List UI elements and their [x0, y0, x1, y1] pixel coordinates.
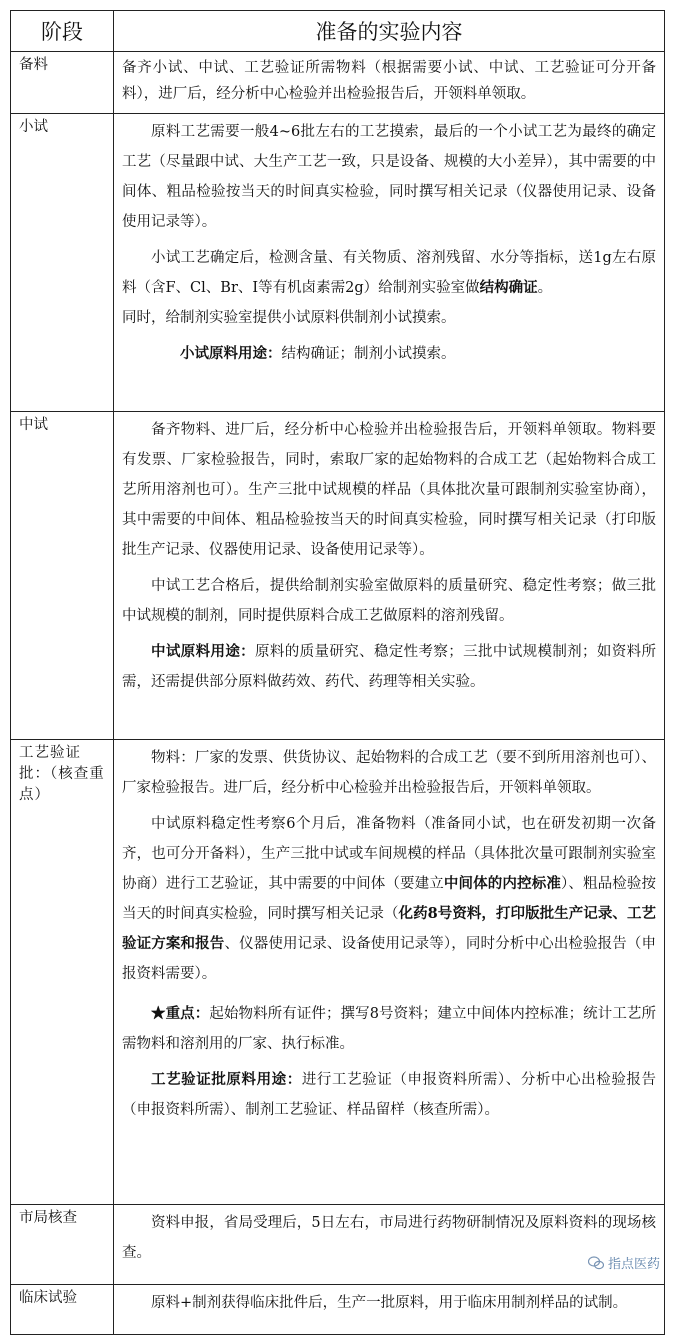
content-cell — [114, 1205, 665, 1285]
paragraph: 备齐物料、进厂后，经分析中心检验并出检验报告后，开领料单领取。物料要有发票、厂家检验报告，同时，索取厂家的起始物料的合成工艺（起始物料合成工艺所用溶剂也可）。生产三批中试规模的样品（具体批次量可跟制剂实验室协商），其中需要的中间体、粗品检验按当天的时间真实检验，同时撰写相关记录（打印版批生产记录、仪器使用记录、设备使用记录等）。 — [122, 422, 656, 558]
text: 原料的质量研究、稳定性考察；三批中试规模制剂；如资料所需，还需提供部分原料做药效、药代、药理等相关实验。 — [122, 644, 656, 690]
text: ）、粗品检验按当天的时间真实检验，同时撰写相关记录（ — [122, 876, 657, 922]
stage-cell: 市局核查 — [11, 1205, 114, 1285]
text: 、仪器使用记录、设备使用记录等），同时分析中心出检验报告（申报资料需要）。 — [122, 936, 657, 982]
bold-text: 结构确证 — [479, 279, 538, 296]
content-cell — [114, 114, 665, 412]
content-cell — [114, 412, 665, 740]
paragraph — [122, 809, 656, 989]
paragraph — [122, 339, 656, 369]
text: 中试原料稳定性考察6个月后，准备物料（准备同小试，也在研发初期一次备齐，也可分开备料），生产三批中试或车间规模的样品（具体批次量可跟制剂实验室协商）进行工艺验证，其中需要的中间体（要建立 — [122, 816, 656, 892]
table-header-row — [11, 11, 665, 52]
stage-cell: 工艺验证批：（核查重点） — [11, 740, 114, 1205]
text: 结构确证；制剂小试摸索。 — [281, 346, 456, 362]
header-content: 准备的实验内容 — [114, 11, 665, 52]
paragraph — [122, 637, 656, 697]
bold-text: ★重点： — [151, 1005, 210, 1022]
paragraph: 原料工艺需要一般4~6批左右的工艺摸索，最后的一个小试工艺为最终的确定工艺（尽量跟中试、大生产工艺一致，只是设备、规模的大小差异），其中需要的中间体、粗品检验按当天的时间真实检验，同时撰写相关记录（仪器使用记录、设备使用记录等）。 — [122, 124, 656, 230]
paragraph: 备齐小试、中试、工艺验证所需物料（根据需要小试、中试、工艺验证可分开备料），进厂后，经分析中心检验并出检验报告后，开领料单领取。 — [122, 60, 656, 102]
stage-cell: 小试 — [11, 114, 114, 412]
content-cell — [114, 740, 665, 1205]
content-cell — [114, 52, 665, 114]
stage-cell: 备料 — [11, 52, 114, 114]
text: 。 — [537, 280, 553, 296]
paragraph — [122, 999, 656, 1059]
stage-cell: 中试 — [11, 412, 114, 740]
experiment-table — [10, 10, 665, 1335]
bold-text: 中试原料用途： — [151, 643, 256, 660]
wechat-icon — [588, 1256, 604, 1270]
paragraph: 同时，给制剂实验室提供小试原料供制剂小试摸索。 — [122, 310, 456, 326]
paragraph: 中试工艺合格后，提供给制剂实验室做原料的质量研究、稳定性考察；做三批中试规模的制剂，同时提供原料合成工艺做原料的溶剂残留。 — [122, 578, 656, 624]
watermark-text: 指点医药 — [607, 1257, 660, 1272]
paragraph: 资料申报，省局受理后，5日左右，市局进行药物研制情况及原料资料的现场核查。 — [122, 1215, 656, 1261]
table-row — [11, 114, 665, 412]
bold-text: 小试原料用途： — [180, 345, 282, 362]
table-row — [11, 1285, 665, 1335]
content-cell — [114, 1285, 665, 1335]
paragraph: 原料+制剂获得临床批件后，生产一批原料，用于临床用制剂样品的试制。 — [151, 1295, 628, 1311]
text: 进行工艺验证（申报资料所需）、分析中心出检验报告（申报资料所需）、制剂工艺验证、样品留样（核查所需）。 — [122, 1072, 657, 1118]
bold-text: 工艺验证批原料用途： — [151, 1071, 302, 1088]
header-stage: 阶段 — [11, 11, 114, 52]
bold-text: 化药8号资料，打印版批生产记录、工艺验证方案和报告 — [122, 905, 657, 952]
paragraph: 物料：厂家的发票、供货协议、起始物料的合成工艺（要不到所用溶剂也可）、厂家检验报告。进厂后，经分析中心检验并出检验报告后，开领料单领取。 — [122, 750, 656, 796]
table-row — [11, 412, 665, 740]
bold-text: 中间体的内控标准 — [443, 875, 561, 892]
paragraph — [122, 1065, 656, 1125]
paragraph — [122, 243, 656, 303]
table-row — [11, 1205, 665, 1285]
text: 小试工艺确定后，检测含量、有关物质、溶剂残留、水分等指标，送1g左右原料（含F、Cl、Br、I等有机卤素需2g）给制剂实验室做 — [122, 250, 656, 296]
table-row — [11, 740, 665, 1205]
text: 起始物料所有证件；撰写8号资料；建立中间体内控标准；统计工艺所需物料和溶剂用的厂家、执行标准。 — [122, 1006, 656, 1052]
stage-cell: 临床试验 — [11, 1285, 114, 1335]
watermark — [585, 1252, 663, 1273]
table-row — [11, 52, 665, 114]
